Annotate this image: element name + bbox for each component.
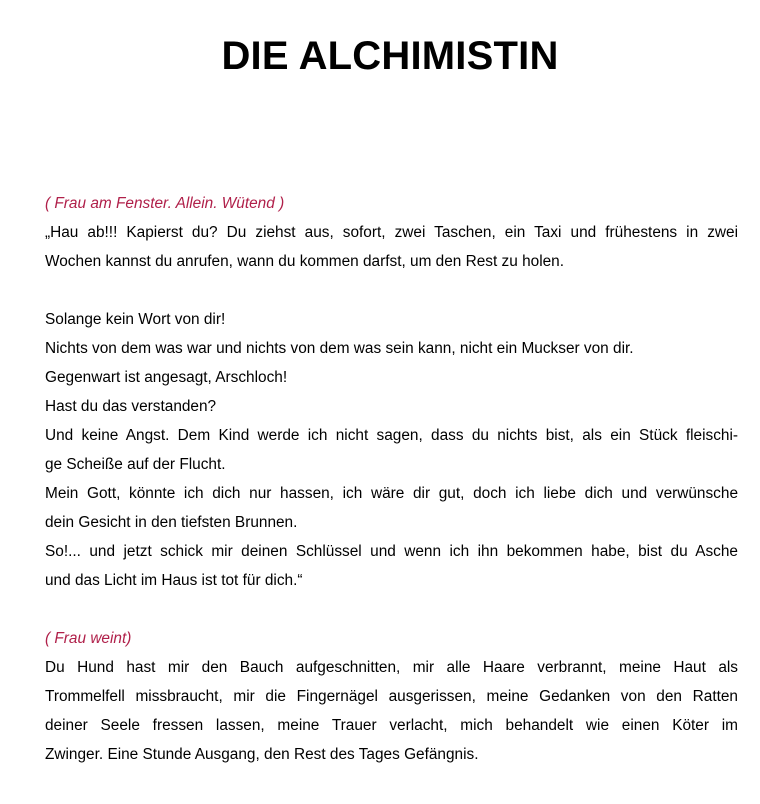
text-line: Trommelfell missbraucht, mir die Fingernägel ausgerissen, meine Gedanken von den Ratten — [45, 688, 738, 705]
text-line: Gegenwart ist angesagt, Arschloch! — [45, 369, 288, 386]
blank-line — [45, 276, 738, 305]
text-line: Mein Gott, könnte ich dich nur hassen, ich wäre dir gut, doch ich liebe dich und verwünsche — [45, 485, 738, 502]
text-line: Zwinger. Eine Stunde Ausgang, den Rest des Tages Gefängnis. — [45, 746, 479, 763]
text-line: ge Scheiße auf der Flucht. — [45, 456, 226, 473]
text-line: dein Gesicht in den tiefsten Brunnen. — [45, 514, 298, 531]
text-line: Du Hund hast mir den Bauch aufgeschnitten, mir alle Haare verbrannt, meine Haut als — [45, 659, 738, 676]
text-line: Nichts von dem was war und nichts von dem was sein kann, nicht ein Muckser von dir. — [45, 340, 634, 357]
text-line: deiner Seele fressen lassen, meine Trauer verlacht, mich behandelt wie einen Köter im — [45, 717, 738, 734]
text-line: Hast du das verstanden? — [45, 398, 217, 415]
text-line: „Hau ab!!! Kapierst du? Du ziehst aus, sofort, zwei Taschen, ein Taxi und frühestens in zwei — [45, 224, 738, 241]
text-line: So!... und jetzt schick mir deinen Schlüssel und wenn ich ihn bekommen habe, bist du Asche — [45, 543, 738, 560]
scene-block-2 — [45, 624, 738, 769]
text-line: und das Licht im Haus ist tot für dich.“ — [45, 572, 303, 589]
scene-block-1 — [45, 189, 738, 595]
text-line: Wochen kannst du anrufen, wann du kommen darfst, um den Rest zu holen. — [45, 253, 565, 270]
text-line: Und keine Angst. Dem Kind werde ich nicht sagen, dass du nichts bist, als ein Stück fleischi- — [45, 427, 738, 444]
text-line: Solange kein Wort von dir! — [45, 311, 226, 328]
document-title: DIE ALCHIMISTIN — [221, 34, 559, 78]
stage-direction: ( Frau am Fenster. Allein. Wütend ) — [45, 195, 285, 212]
stage-direction: ( Frau weint) — [45, 630, 132, 647]
